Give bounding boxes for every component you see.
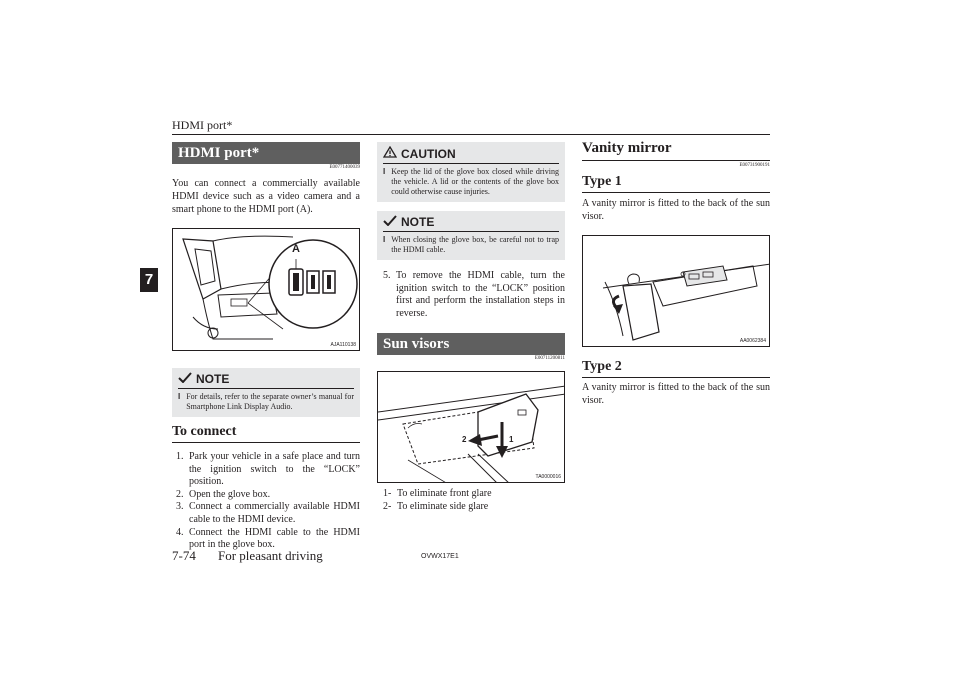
step-number: 1.	[176, 451, 184, 462]
hdmi-note-box	[172, 368, 360, 417]
hdmi-section-code: E00771400039	[329, 165, 360, 170]
visor-label-2: 2	[462, 435, 467, 444]
caption-text: To eliminate front glare	[397, 488, 492, 499]
caution-heading	[383, 146, 559, 164]
caption-number: 2-	[383, 500, 392, 512]
glovebox-note-box	[377, 211, 565, 260]
caution-item	[383, 167, 559, 197]
hdmi-dashboard-illustration	[173, 229, 360, 351]
chapter-tab: 7	[140, 268, 158, 292]
type2-heading: Type 2	[582, 359, 770, 378]
type1-heading: Type 1	[582, 174, 770, 193]
step-number: 5.	[383, 270, 391, 281]
port-label-a: A	[292, 243, 300, 255]
type2-text: A vanity mirror is fitted to the back of the sun visor.	[582, 382, 770, 406]
vanity-mirror-illustration	[583, 236, 770, 347]
list-item	[176, 451, 360, 489]
note-item-text: When closing the glove box, be careful not to trap the HDMI cable.	[391, 235, 559, 254]
visor-label-1: 1	[509, 435, 514, 444]
step-text: Open the glove box.	[189, 488, 271, 500]
step-number: 3.	[176, 501, 184, 513]
vanity-mirror-title: Vanity mirror	[582, 140, 770, 161]
type1-text: A vanity mirror is fitted to the back of the sun visor.	[582, 198, 770, 222]
sun-visors-code: E00711200811	[534, 356, 565, 361]
caution-item-text: Keep the lid of the glove box closed while driving the vehicle. A lid or the contents of the glove box could otherwise cause injuries.	[391, 167, 559, 196]
sun-visor-figure	[377, 371, 565, 483]
bullet-icon: l	[383, 235, 386, 244]
list-item	[383, 488, 565, 501]
note-icon	[178, 372, 192, 386]
sun-visor-figure-code: TA0000016	[535, 474, 561, 480]
bullet-icon: l	[178, 392, 181, 401]
caution-box	[377, 142, 565, 202]
step-number: 2.	[176, 488, 184, 500]
vanity-figure-code: AA0062384	[739, 338, 766, 344]
note-item	[178, 392, 354, 412]
document-code: OVWX17E1	[421, 553, 459, 560]
hdmi-intro: You can connect a commercially available HDMI device such as a video camera and a smart phone to the HDMI port (A).	[172, 178, 360, 215]
caption-text: To eliminate side glare	[397, 500, 489, 512]
hdmi-port-title: HDMI port*	[172, 142, 360, 164]
to-connect-heading: To connect	[172, 424, 360, 443]
sun-visors-title: Sun visors	[377, 333, 565, 355]
caution-heading-text: CAUTION	[401, 146, 456, 161]
note-item	[383, 235, 559, 255]
step-number: 4.	[176, 526, 184, 538]
list-item	[176, 489, 360, 502]
caption-number: 1-	[383, 488, 392, 499]
hdmi-figure-code: AJA110138	[330, 342, 356, 348]
list-item	[383, 270, 565, 320]
hdmi-port-figure	[172, 228, 360, 351]
note-heading-text: NOTE	[196, 372, 230, 386]
note-heading	[178, 372, 354, 389]
list-item	[176, 501, 360, 526]
sun-visor-illustration	[378, 372, 565, 483]
note-heading-text: NOTE	[401, 215, 435, 229]
step-text: Connect the HDMI cable to the HDMI port in the glove box.	[189, 526, 360, 551]
remove-step	[383, 270, 565, 320]
note-heading	[383, 215, 559, 232]
note-item-text: For details, refer to the separate owner’s manual for Smartphone Link Display Audio.	[186, 392, 354, 411]
vanity-mirror-code: E00731900191	[739, 163, 770, 168]
step-text: Park your vehicle in a safe place and turn the ignition switch to the “LOCK” position.	[189, 451, 360, 488]
step-text: Connect a commercially available HDMI cable to the HDMI device.	[189, 501, 360, 525]
header-rule	[172, 134, 770, 135]
page-number: 7-74	[172, 548, 196, 563]
chapter-title: For pleasant driving	[218, 548, 323, 563]
vanity-mirror-figure	[582, 235, 770, 347]
bullet-icon: l	[383, 167, 386, 176]
connect-steps-list	[176, 451, 360, 552]
warning-triangle-icon	[383, 146, 397, 161]
running-header: HDMI port*	[172, 118, 233, 132]
sun-visor-captions	[383, 488, 565, 513]
step-text: To remove the HDMI cable, turn the ignition switch to the “LOCK” position first and perform the installation steps in reverse.	[396, 270, 565, 319]
note-icon	[383, 215, 397, 229]
list-item	[383, 501, 565, 514]
